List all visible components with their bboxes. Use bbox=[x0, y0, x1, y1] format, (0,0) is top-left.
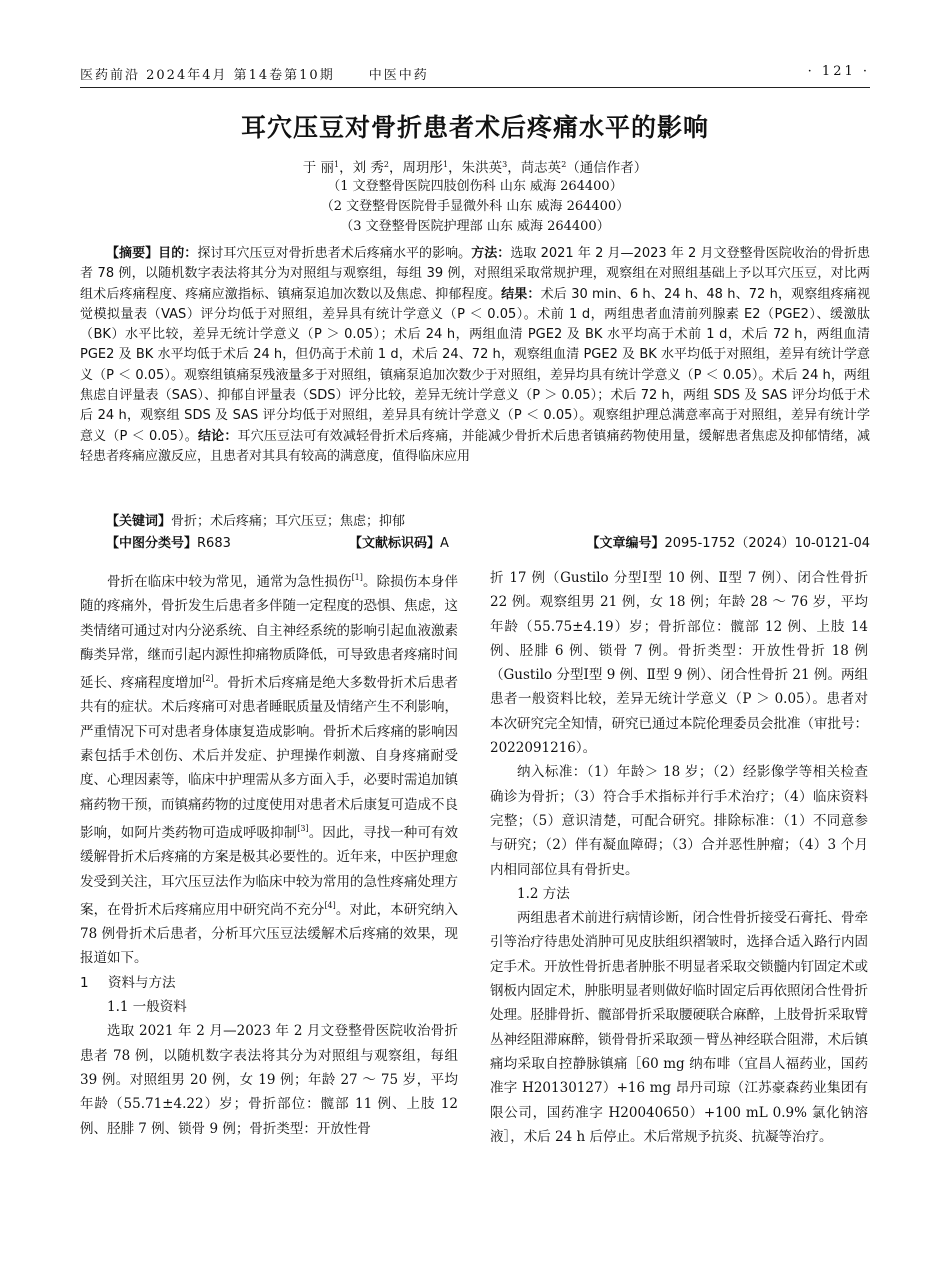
body-paragraph: 两组患者术前进行病情诊断，闭合性骨折接受石膏托、骨牵引等治疗待患处消肿可见皮肤组织褶皱时，选择合适入路行内固定手术。开放性骨折患者肿胀不明显者采取交锁髓内钉固定术或钢板内固定术，肿胀明显者则做好临时固定后再依照闭合性骨折处理。胫腓骨折、髋部骨折采取腰硬联合麻醉，上肢骨折采取臂丛神经阻滞麻醉，锁骨骨折采取颈－臂丛神经联合阻滞，术后镇痛均采取自控静脉镇痛［60 mg 纳布啡（宜昌人福药业，国药准字 H20130127）+16 mg 昂丹司琼（江苏豪森药业集团有限公司，国药准字 H20040650）+100 mL 0.9% 氯化钠溶液］，术后 24 h 后停止。术后常规予抗炎、抗凝等治疗。 bbox=[490, 910, 868, 1145]
body-paragraph: 选取 2021 年 2 月—2023 年 2 月文登整骨医院收治骨折患者 78 例，以随机数字表法将其分为对照组与观察组，每组 39 例。对照组男 20 例，女 19 例；年龄 27 ～ 75 岁，平均年龄（55.71±4.22）岁；骨折部位：髋部 11 例、上肢 12 例、胫腓 7 例、锁骨 9 例；骨折类型：开放性骨 bbox=[80, 1023, 458, 1137]
journal-info: 医药前沿 2024年4月 第14卷第10期 中医中药 bbox=[80, 68, 429, 83]
author: 刘 秀 bbox=[352, 160, 384, 176]
author: 苘志英 bbox=[520, 160, 562, 176]
subsection-heading: 1.1 一般资料 bbox=[107, 999, 187, 1016]
section-name: 中医中药 bbox=[368, 68, 429, 83]
author-line: 于 丽$^1$，刘 秀$^2$，周玥彤$^1$，朱洪英$^3$，苘志英$^2$（通信作者） bbox=[302, 160, 648, 176]
body-paragraph: 折 17 例（Gustilo 分型Ⅰ型 10 例、Ⅱ型 7 例）、闭合性骨折 22 例。观察组男 21 例，女 18 例；年龄 28 ～ 76 岁，平均年龄（55.75±4.19）岁；骨折部位：髋部 12 例、上肢 14 例、胫腓 6 例、锁骨 7 例。骨折类型：开放性骨折 18 例（Gustilo 分型Ⅰ型 9 例、Ⅱ型 9 例）、闭合性骨折 21 例。两组患者一般资料比较，差异无统计学意义（P ＞ 0.05）。患者对本次研究完全知情，研究已通过本院伦理委员会批准（审批号：2022091216）。 bbox=[490, 570, 868, 757]
running-header bbox=[80, 64, 870, 86]
affiliation: （3 文登整骨医院护理部 山东 威海 264400） bbox=[340, 219, 610, 234]
intro-paragraph: 骨折在临床中较为常见，通常为急性损伤[1]。除损伤本身伴随的疼痛外，骨折发生后患者多伴随一定程度的恐惧、焦虑，这类情绪可通过对内分泌系统、自主神经系统的影响引起血液激素酶类异常，继而引起内源性抑痛物质降低，可导致患者疼痛时间延长、疼痛程度增加[2]。骨折术后疼痛是绝大多数骨折术后患者共有的症状。术后疼痛可对患者睡眠质量及情绪产生不利影响，严重情况下可对患者身体康复造成影响。骨折术后疼痛的影响因素包括手术创伤、术后并发症、护理操作刺激、自身疼痛耐受度、心理因素等，临床中护理需从多方面入手，必要时需追加镇痛药物干预，而镇痛药物的过度使用对患者术后康复可造成不良影响，如阿片类药物可造成呼吸抑制[3]。因此，寻找一种可有效缓解骨折术后疼痛的方案是极其必要性的。近年来，中医护理愈发受到关注，耳穴压豆法作为临床中较为常用的急性疼痛处理方案，在骨折术后疼痛应用中研究尚不充分[4]。对此，本研究纳入 78 例骨折术后患者，分析耳穴压豆法缓解术后疼痛的效果，现报道如下。 bbox=[80, 573, 459, 967]
affiliation: （2 文登整骨医院骨手显微外科 山东 威海 264400） bbox=[320, 199, 630, 214]
header-rule bbox=[80, 87, 870, 88]
corresponding-note: （通信作者） bbox=[566, 160, 648, 176]
author: 朱洪英 bbox=[461, 160, 503, 176]
subsection-heading: 1.2 方法 bbox=[517, 885, 570, 902]
citation: [2] bbox=[202, 674, 214, 684]
page-number: · 121 · bbox=[807, 64, 870, 79]
body-column-left bbox=[80, 566, 458, 1141]
body-paragraph: 纳入标准：（1）年龄＞ 18 岁；（2）经影像学等相关检查确诊为骨折；（3）符合手术指标并行手术治疗；（4）临床资料完整；（5）意识清楚，可配合研究。排除标准：（1）不同意参与研究；（2）伴有凝血障碍；（3）合并恶性肿瘤；（4）3 个月内相同部位具有骨折史。 bbox=[490, 764, 868, 878]
abstract-results: 术后 30 min、6 h、24 h、48 h、72 h，观察组疼痛视觉模拟量表（VAS）评分均低于对照组，差异具有统计学意义（P ＜ 0.05）。术前 1 d，两组患者血清前列腺素 E2（PGE2）、缓激肽（BK）水平比较，差异无统计学意义（P ＞ 0.05）；术后 24 h，两组血清 PGE2 及 BK 水平均高于术前 1 d，术后 72 h，两组血清 PGE2 及 BK 水平均低于术后 24 h，但仍高于术前 1 d，术后 24、72 h，观察组血清 PGE2 及 BK 水平均低于对照组，差异有统计学意义（P ＜ 0.05）。观察组镇痛泵残液量多于对照组，镇痛泵追加次数少于对照组，差异均具有统计学意义（P ＜ 0.05）。术后 24 h，两组焦虑自评量表（SAS）、抑郁自评量表（SDS）评分比较，差异无统计学意义（P ＞ 0.05）；术后 72 h，两组 SDS 及 SAS 评分均低于术后 24 h，观察组 SDS 及 SAS 评分均低于对照组，差异具有统计学意义（P ＜ 0.05）。观察组护理总满意率高于对照组，差异有统计学意义（P ＜ 0.05）。 bbox=[80, 286, 870, 444]
affiliation: （1 文登整骨医院四肢创伤科 山东 威海 264400） bbox=[327, 179, 623, 194]
citation: [3] bbox=[297, 823, 309, 833]
keywords-label: 【关键词】 bbox=[106, 514, 172, 529]
abstract-label: 【摘要】 bbox=[106, 246, 159, 261]
citation: [1] bbox=[351, 573, 363, 582]
article-title: 耳穴压豆对骨折患者术后疼痛水平的影响 bbox=[240, 113, 709, 142]
author: 于 丽 bbox=[302, 160, 335, 176]
author: 周玥彤 bbox=[402, 160, 443, 176]
abstract-methods: 选取 2021 年 2 月—2023 年 2 月文登整骨医院收治的骨折患者 78 例，以随机数字表法将其分为对照组与观察组，每组 39 例，对照组采取常规护理，观察组在对照组基础上予以耳穴压豆，对比两组术后疼痛程度、疼痛应激指标、镇痛泵追加次数以及焦虑、抑郁程度。 bbox=[80, 246, 870, 302]
citation: [4] bbox=[324, 900, 336, 910]
document-code: 【文献标识码】A bbox=[349, 536, 449, 551]
abstract: 【摘要】目的：探讨耳穴压豆对骨折患者术后疼痛水平的影响。方法：选取 2021 年 2 月—2023 年 2 月文登整骨医院收治的骨折患者 78 例，以随机数字表法将其分为对照组与观察组，每组 39 例，对照组采取常规护理，观察组在对照组基础上予以耳穴压豆，对比两组术后疼痛程度、疼痛应激指标、镇痛泵追加次数以及焦虑、抑郁程度。结果：术后 30 min、6 h、24 h、48 h、72 h，观察组疼痛视觉模拟量表（VAS）评分均低于对照组，差异具有统计学意义（P ＜ 0.05）。术前 1 d，两组患者血清前列腺素 E2（PGE2）、缓激肽（BK）水平比较，差异无统计学意义（P ＞ 0.05）；术后 24 h，两组血清 PGE2 及 BK 水平均高于术前 1 d，术后 72 h，两组血清 PGE2 及 BK 水平均低于术后 24 h，但仍高于术前 1 d，术后 24、72 h，观察组血清 PGE2 及 BK 水平均低于对照组，差异有统计学意义（P ＜ 0.05）。观察组镇痛泵残液量多于对照组，镇痛泵追加次数少于对照组，差异均具有统计学意义（P ＜ 0.05）。术后 24 h，两组焦虑自评量表（SAS）、抑郁自评量表（SDS）评分比较，差异无统计学意义（P ＞ 0.05）；术后 72 h，两组 SDS 及 SAS 评分均低于术后 24 h，观察组 SDS 及 SAS 评分均低于对照组，差异具有统计学意义（P ＜ 0.05）。观察组护理总满意率高于对照组，差异有统计学意义（P ＜ 0.05）。结论：耳穴压豆法可有效减轻骨折术后疼痛，并能减少骨折术后患者镇痛药物使用量，缓解患者焦虑及抑郁情绪，减轻患者疼痛应激反应，且患者对其具有较高的满意度，值得临床应用 bbox=[80, 246, 870, 464]
clc-code: 【中图分类号】R683 bbox=[106, 536, 231, 551]
article-number: 【文章编号】2095-1752（2024）10-0121-04 bbox=[586, 536, 870, 551]
keywords-value: 骨折；术后疼痛；耳穴压豆；焦虑；抑郁 bbox=[171, 514, 406, 529]
classification-row bbox=[106, 534, 870, 554]
abstract-conclusion: 耳穴压豆法可有效减轻骨折术后疼痛，并能减少骨折术后患者镇痛药物使用量，缓解患者焦虑及抑郁情绪，减轻患者疼痛应激反应，且患者对其具有较高的满意度，值得临床应用 bbox=[80, 428, 870, 464]
body-column-right bbox=[490, 566, 868, 1149]
abstract-objective: 探讨耳穴压豆对骨折患者术后疼痛水平的影响。 bbox=[197, 246, 472, 261]
keywords bbox=[106, 512, 870, 532]
section-heading: 1 资料与方法 bbox=[80, 974, 176, 991]
